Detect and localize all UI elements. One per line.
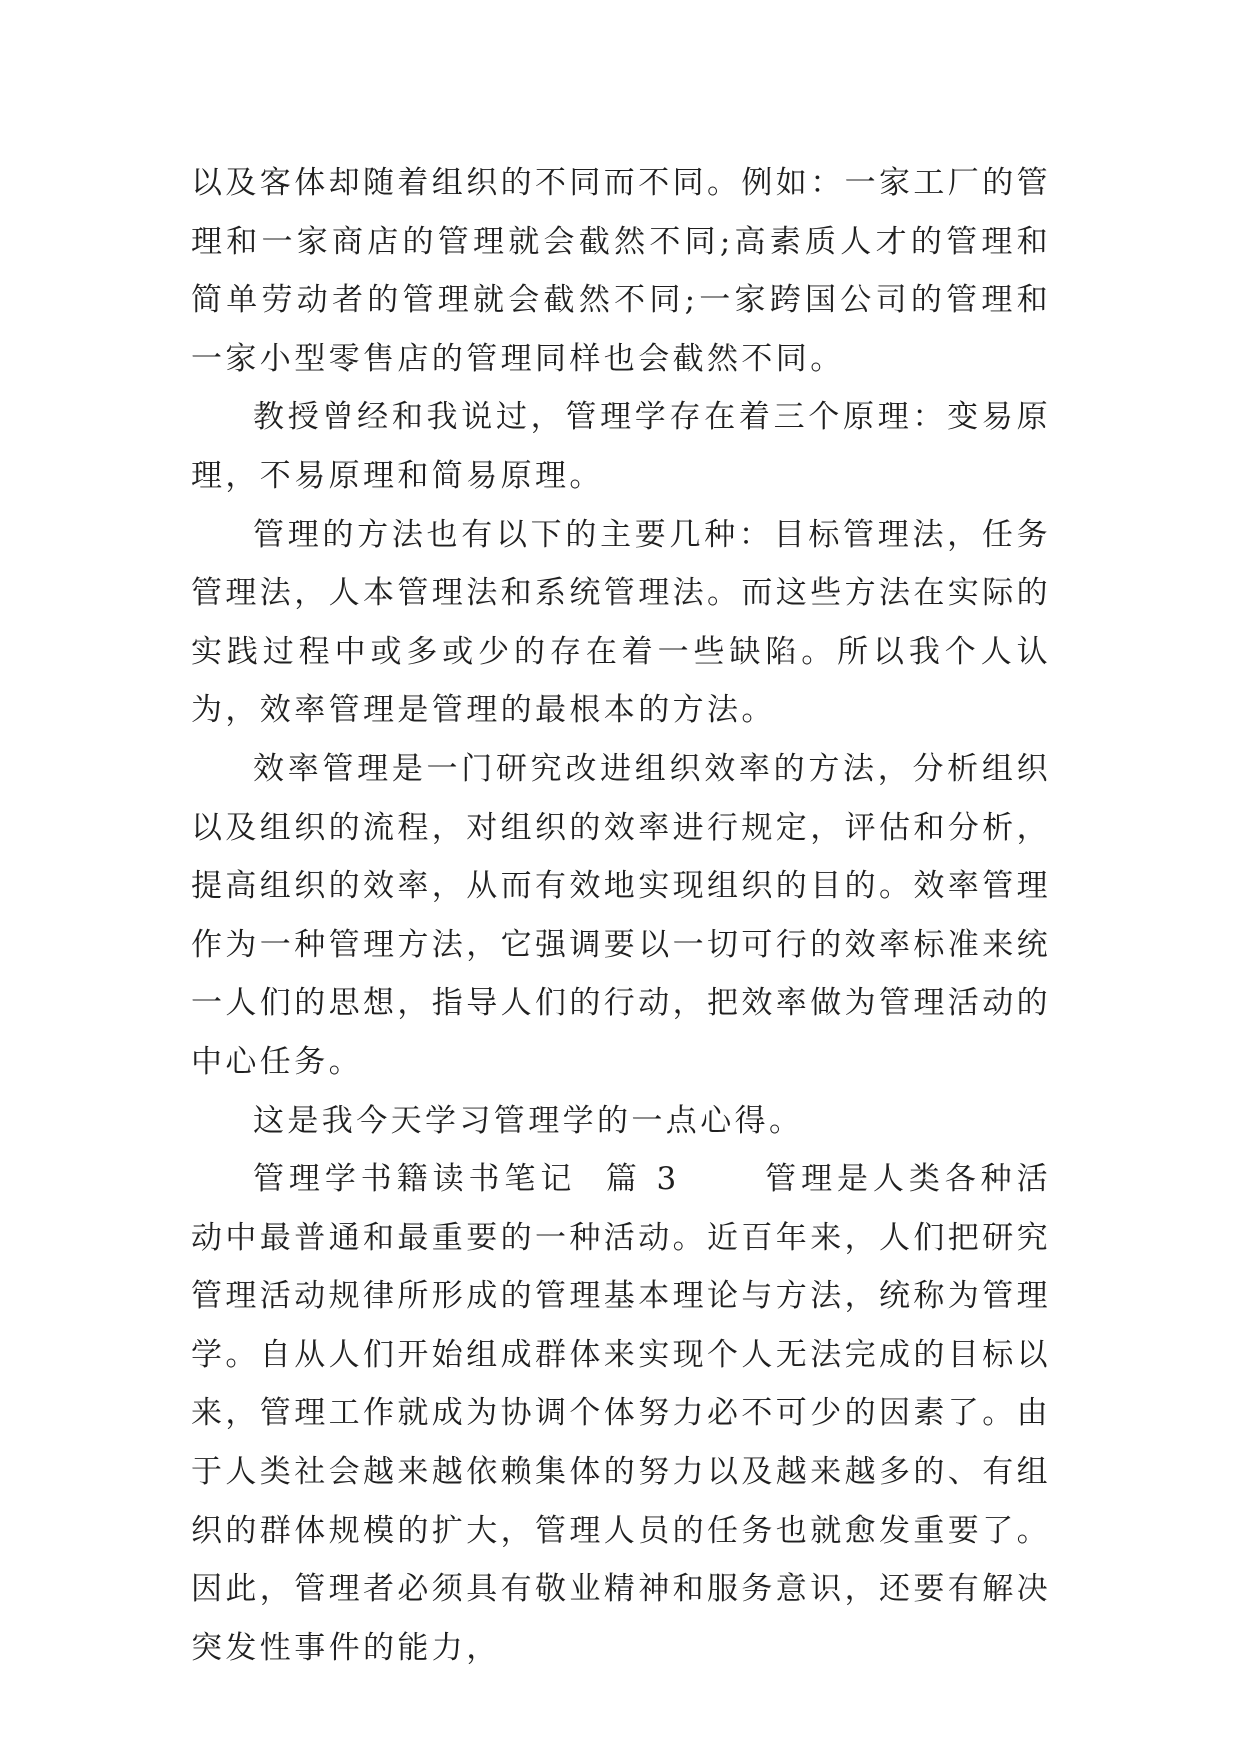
section-paragraph [191, 1150, 1051, 1677]
paragraph-methods: 管理的方法也有以下的主要几种：目标管理法，任务管理法，人本管理法和系统管理法。而这些方法在实际的实践过程中或多或少的存在着一些缺陷。所以我个人认为，效率管理是管理的最根本的方法。 [191, 516, 1051, 729]
paragraph-closing: 这是我今天学习管理学的一点心得。 [253, 1102, 804, 1139]
paragraph-efficiency-management: 效率管理是一门研究改进组织效率的方法，分析组织以及组织的流程，对组织的效率进行规定，评估和分析，提高组织的效率，从而有效地实现组织的目的。效率管理作为一种管理方法，它强调要以一切可行的效率标准来统一人们的思想，指导人们的行动，把效率做为管理活动的中心任务。 [191, 750, 1051, 1080]
section-heading: 管理学书籍读书笔记 篇 3 [253, 1161, 680, 1198]
paragraph-continuation: 以及客体却随着组织的不同而不同。例如：一家工厂的管理和一家商店的管理就会截然不同;高素质人才的管理和简单劳动者的管理就会截然不同;一家跨国公司的管理和一家小型零售店的管理同样也会截然不同。 [191, 165, 1051, 377]
section-body-text: 管理是人类各种活动中最普通和最重要的一种活动。近百年来，人们把研究管理活动规律所形成的管理基本理论与方法，统称为管理学。自从人们开始组成群体来实现个人无法完成的目标以来，管理工作就成为协调个体努力必不可少的因素了。由于人类社会越来越依赖集体的努力以及越来越多的、有组织的群体规模的扩大，管理人员的任务也就愈发重要了。因此，管理者必须具有敬业精神和服务意识，还要有解决突发性事件的能力， [191, 1161, 1051, 1666]
document-body [191, 154, 1051, 1677]
paragraph-principles: 教授曾经和我说过，管理学存在着三个原理：变易原理，不易原理和简易原理。 [191, 399, 1051, 494]
